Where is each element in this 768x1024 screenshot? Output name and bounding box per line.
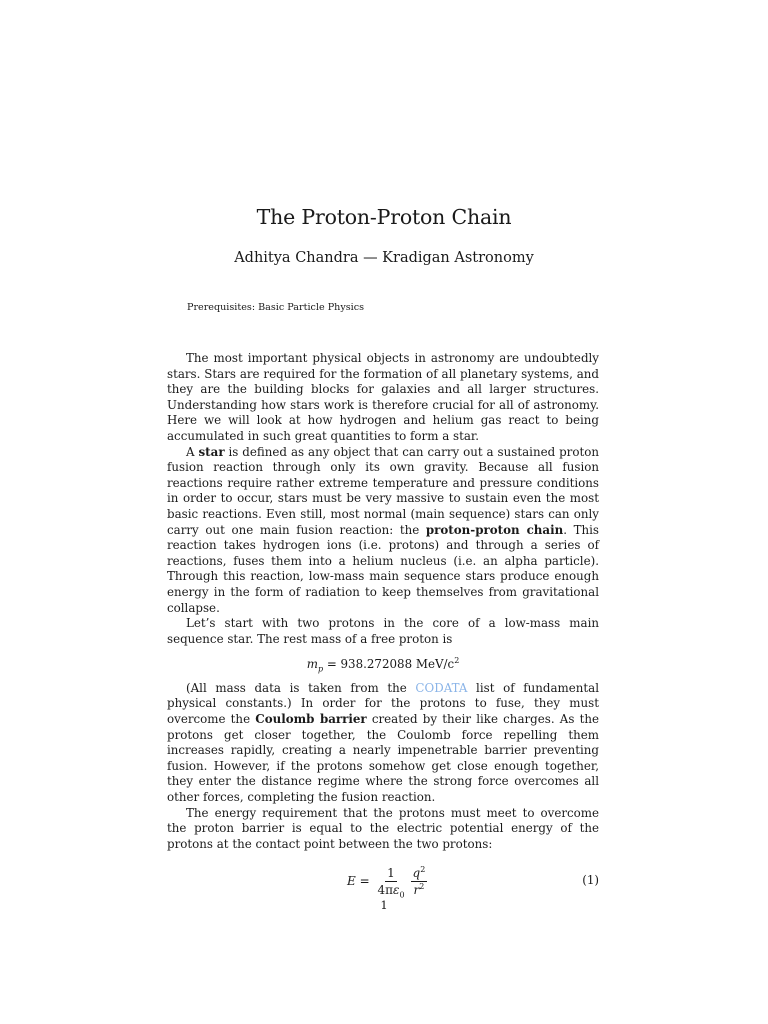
- equation-number: (1): [582, 873, 599, 888]
- proton-mass-equation: $m_p = 938.272088$ MeV/$c^2$: [306, 656, 460, 674]
- paragraph-energy-requirement: The energy requirement that the protons must meet to overcome the proton barrier is equal to the electric potential energy of the protons at the contact point between the two protons:: [167, 805, 599, 851]
- codata-link[interactable]: CODATA: [415, 680, 468, 695]
- paragraph-intro: The most important physical objects in astronomy are undoubtedly stars. Stars are required for the formation of all planetary systems, and they are the building blocks for galaxies and all larger structures. Understanding how stars work is therefore crucial for all of astronomy. Here we will look at how hydrogen and helium gas react to being accumulated in such great quantities to form a star.: [167, 351, 599, 443]
- term-coulomb-barrier: Coulomb barrier: [255, 712, 367, 727]
- document-title: The Proton-Proton Chain: [256, 205, 512, 229]
- body-text: [167, 351, 599, 906]
- author-line: Adhitya Chandra — Kradigan Astronomy: [234, 250, 534, 266]
- fraction-constant: $\frac{1}{4\pi\varepsilon_0}$: [377, 866, 405, 900]
- paragraph-rest-mass: Let’s start with two protons in the core of a low-mass main sequence star. The rest mass of a free proton is: [167, 616, 599, 646]
- term-star: star: [198, 444, 225, 459]
- prerequisites-note: Prerequisites: Basic Particle Physics: [187, 302, 365, 313]
- page-number: 1: [380, 898, 388, 912]
- equation-body: E = $\frac{1}{4\pi\varepsilon_0}$ $\frac{q^2}{r^2}$: [347, 865, 426, 900]
- fraction-charge-distance: $\frac{q^2}{r^2}$: [412, 865, 426, 898]
- paragraph-star-definition: A star is defined as any object that can carry out a sustained proton fusion reaction through only its own gravity. Because all fusion reactions require rather extreme temperature and pressure conditions in order to occur, stars must be very massive to sustain even the most basic reactions. Even still, most normal (main sequence) stars can only carry out one main fusion reaction: the proton-proton chain. This reaction takes hydrogen ions (i.e. protons) and through a series of reactions, fuses them into a helium nucleus (i.e. an alpha particle). Through this reaction, low-mass main sequence stars produce enough energy in the form of radiation to keep themselves from gravitational collapse.: [167, 444, 599, 615]
- paragraph-coulomb-barrier: (All mass data is taken from the CODATA list of fundamental physical constants.) In order for the protons to fuse, they must overcome the Coulomb barrier created by their like charges. As the protons get closer together, the Coulomb force repelling them increases rapidly, creating a nearly impenetrable barrier preventing fusion. However, if the protons somehow get close enough together, they enter the distance regime where the strong force overcomes all other forces, completing the fusion reaction.: [167, 680, 599, 805]
- term-proton-proton-chain: proton-proton chain: [425, 522, 564, 537]
